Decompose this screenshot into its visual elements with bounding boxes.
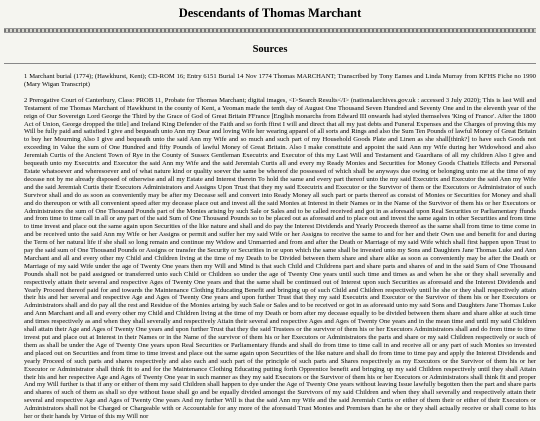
decorative-rule: [4, 28, 536, 33]
section-title: Sources: [252, 44, 288, 55]
source-text: Prerogative Court of Canterbury, Class: PROB 11, Probate for Thomas Marchant; digital images, <I>Search Results</I> (nationalarchives.gov.uk : accessed 3 July 2020); This is last Will and Testament of me Thomas Marchant of Hawkhurst in the county of Kent, a Yeoman made the tenth day of August One Thousand Seven Hundred and Seventy One and in the eleventh year of the reign of Our Sovereign Lord George the Third by the Grace of God of Great Britain FFrance [English monarchs from Edward III onwards had styled themselves 'King of France'. After the 1800 Act of Union, George dropped the title] and Ireland King Defender of the Faith and so forth ffirst I will and direct that all my just debts and Funeral Expenses and the Charges of proving this my Will be fully paid and satisfied I give and bequeath unto Ann my Dear and loving Wife her wearing apparel of all sorts and Rings and also the Sum Ten Pounds of lawful Money of Great Britain to buy her Mourning Also I give and bequeath unto the said Ann my Wife and so much and such part of my Household Goods Plate and Linen as she shall[think?] to have such Goods not exceeding in Value the sum of One Hundred and fifty Pounds of lawful Money of Great Britain. Also I make constitute and appoint the said Ann my Wife during her Widowhood and also Jeremiah Curtis of the Ancient Town of Rye in the County of Sussex Gentleman Executrix and Executor of this my Last Will and Testament and Guardians of all my children Also I give and bequeath unto my Executrix and Executor the said Ann my Wife and the said Jeremiah Curtis all and every my Ready Monies and Securities for Money Goods Chattels Effects and Personal Estate whatsoever and wheresoever and of what nature kind or quality soever the same be whereof die possessed of which shall be anyways due owing or belonging unto me at the time of my decease not by me already disposed of otherwise and all my Estate and Interest therein To hold the same and every part thereof unto the my said Executrix and Executor the said Ann my Wife and the said Jeremiah Curtis their Executors Administrators and Assigns Upon Trust that they my said Executrix and Executor or the Survivor of them or the Executors or Administrator of such Survivor shall and do as soon as conveniently may be after my Decease sell and convert into Ready Money all such part or parts thereof as consist of Monies or Securities for Money and shall and do thereupon or with all convenient speed after my decease place out and invest all the said Monies at Interest in their Names or in the Name of the Survivor of them his or her Executors or Administrators the sum of One Thousand Pounds part of the Monies arising by such Sale or Sales and to be called received and got in as aforesaid upon Real Securities or Parliamentary ffunds and from time to time call in all or any part of the said Sum of One Thousand Pounds so to be placed out as aforesaid and to place out and invest the same again in other Securities and from time to time invest and place out the same again upon Securities of the like nature and shall and do pay the Interest Dividends and Yearly Proceeds thereof as the same shall from time to time come in and be received unto the said Ann my Wife or her Assigns or permit and suffer her my said Wife or her Assigns to receive the same to and for her and their Own use and benefit for and during the Term of her natural life if she shall so long remain and continue my Widow and Unmarried and from and after the Death or Marriage of my said Wife which shall first happen upon Trust to pay the said sum of One Thousand Pounds or Assigns or transfer the Security or Securities in or upon which the same shall be invested unto my Sons and Daughters Jane Thomas Luke and Ann Marchant and all and every other my Child and Children living at the time of my Death to be Divided between them share and share alike as soon as conveniently may be after the Death or Marriage of my said Wife under the age of Twenty One years then my Will and Mind is that such Child and Childrens part and share parts and shares of and in the said Sum of One Thousand Pounds shall not be paid assigned or transferred unto such Child or Children so under the age of Twenty One years until such time and times as and when he she or they shall severally and respectively attain their several and respective Ages of Twenty One years and that the same shall be continued out of Interest upon such Securities as aforesaid and the Interest Dividends and Yearly Proceed thereof paid for and towards the Maintenance Clothing Educating Benefit and bringing up of such Child and Children respectively until he she or they shall respectively attain their his and her several and respective Age and Ages of Twenty One years and upon further Trust that they my said Executrix and Executor or the Survivor of them his or her Executors or Administrators shall and do pay all the rest and Residue of the Monies arising by such Sale or Sales and to be received or got in as aforesaid unto my said Sons and Daughters Jane Thomas Luke and Ann Marchant and all and every other my Child and Children living at the time of my Death or born after my decease equally to be divided between them share and share alike at such time and times respectively as and when they shall severally and respectively Attain their several and respective Ages and Ages of Twenty One years and in the mean time and until my said Children shall attain their Age and Ages of Twenty One years and upon further Trust that they the said Trustees or the survivor of them his or her Executors Administrators shall and do from time to time invest put and place out at Interest in their Names or in the Name of the survivor of them his or her Executors or Administrators the parts and share or my said Children respectively or such of them as shall be under the Age of Twenty One years upon Real Securities or Parliamentary ffunds and shall do from time to time call in and receive all or any part of such Monies so invested and placed out on Securities and from time to time invest and place out the same again upon Securities of the like nature and shall do from time to time pay and apply the Interest Dividends and yearly Proceed of such parts and shares respectively and also each and such part of the principle of such parts and Shares respectively as my Executors or the Survivor of them his or her Executor or Administrator shall think fit to and for the Maintenance Clothing Educating putting forth Opprentice benefit and bringing up my said Children respectively until they shall Attain their his and her respective Age and Ages of Twenty One year in such manner as they my said Executors or the Survivor of them his or her Executors or Administrators shall think fit and proper And my Will further is that if any or either of them my said Children shall happen to dye under the Age of Twenty One years without leaving Issue lawfully begotten then the part and share parts and shares of such of them as shall so dye without Issue shall go and be equally divided amongst the Survivors of my said Children and when they shall severally and respectively attain their several and respective Age and Ages of Twenty One years And my further Will is that the said Ann my Wife and the said Jeremiah Curtis or either of them their or either of their Executors or Administrators shall not be Charged or Chargeable with or Accountable for any more of the aforesaid Trust Monies and Premises than he she or they shall actually receive or shall come to his her or their hands by Virtue of this my Will nor: [24, 96, 536, 421]
source-entry: [24, 73, 536, 89]
source-number: 1: [24, 73, 28, 80]
page-title: Descendants of Thomas Marchant: [178, 6, 362, 20]
source-entry: [24, 97, 536, 421]
source-text: Marchant burial (1774); (Hawkhurst, Kent); CD-ROM 16; Entry 6151 Burial 14 Nov 1774 Thomas MARCHANT; Transcribed by Tony Eames and Linda Murray from KFHS Fiche no 1990 (Mary Wigan Transcript): [24, 73, 536, 88]
sources-list: [0, 64, 540, 421]
source-number: 2: [24, 96, 28, 104]
